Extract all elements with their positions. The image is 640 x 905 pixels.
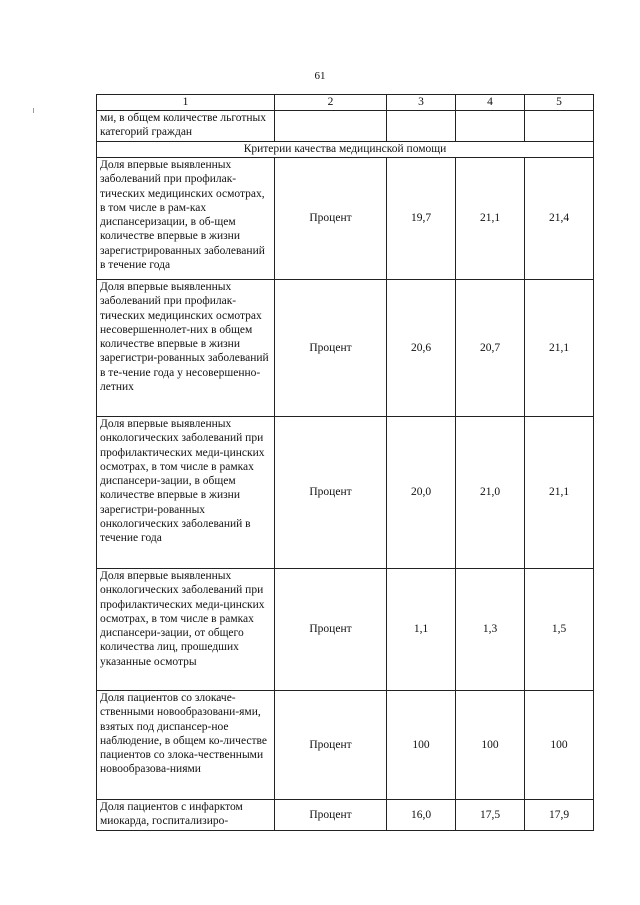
table-row <box>97 569 594 691</box>
value-cell: 17,9 <box>525 800 594 831</box>
value-cell: 100 <box>387 691 456 800</box>
indicator-name: Доля впервые выявленных онкологических заболеваний при профилактических меди-цинских осмотрах, в том числе в рамках диспансери-зации, в общем количестве впервые в жизни зарегистри-рованных онкологических заболеваний в течение года <box>97 417 275 569</box>
header-cell-5: 5 <box>525 95 594 111</box>
continuation-empty-cell <box>456 111 525 142</box>
unit-cell: Процент <box>275 158 387 280</box>
value-cell: 1,3 <box>456 569 525 691</box>
continuation-empty-cell <box>525 111 594 142</box>
margin-mark <box>33 108 34 113</box>
value-cell: 21,1 <box>525 417 594 569</box>
value-cell: 100 <box>456 691 525 800</box>
table-row <box>97 800 594 831</box>
value-cell: 21,0 <box>456 417 525 569</box>
indicator-name: Доля пациентов со злокаче-ственными новообразовани-ями, взятых под диспансер-ное наблюдение, в общем ко-личестве пациентов со злока-чественными новообразова-ниями <box>97 691 275 800</box>
quality-criteria-table <box>96 94 594 831</box>
continuation-empty-cell <box>275 111 387 142</box>
header-cell-1: 1 <box>97 95 275 111</box>
value-cell: 20,0 <box>387 417 456 569</box>
indicator-name: Доля впервые выявленных заболеваний при профилак-тических медицинских осмотрах, в том числе в рам-ках диспансеризации, в об-щем количестве впервые в жизни зарегистрированных заболеваний в течение года <box>97 158 275 280</box>
value-cell: 17,5 <box>456 800 525 831</box>
value-cell: 100 <box>525 691 594 800</box>
header-cell-4: 4 <box>456 95 525 111</box>
unit-cell: Процент <box>275 569 387 691</box>
unit-cell: Процент <box>275 800 387 831</box>
value-cell: 1,1 <box>387 569 456 691</box>
value-cell: 19,7 <box>387 158 456 280</box>
header-row <box>97 95 594 111</box>
table-row <box>97 280 594 417</box>
continuation-row <box>97 111 594 142</box>
value-cell: 21,4 <box>525 158 594 280</box>
unit-cell: Процент <box>275 417 387 569</box>
value-cell: 16,0 <box>387 800 456 831</box>
page-number: 61 <box>314 70 326 82</box>
continuation-cell: ми, в общем количестве льготных категорий граждан <box>97 111 275 142</box>
value-cell: 21,1 <box>456 158 525 280</box>
indicator-name: Доля впервые выявленных заболеваний при профилак-тических медицинских осмотрах несовершеннолет-них в общем количестве впервые в жизни зарегистри-рованных заболеваний в те-чение года у несовершенно-летних <box>97 280 275 417</box>
section-row <box>97 142 594 158</box>
header-cell-2: 2 <box>275 95 387 111</box>
value-cell: 20,7 <box>456 280 525 417</box>
continuation-empty-cell <box>387 111 456 142</box>
unit-cell: Процент <box>275 691 387 800</box>
table-row <box>97 691 594 800</box>
table-row <box>97 417 594 569</box>
value-cell: 20,6 <box>387 280 456 417</box>
section-title: Критерии качества медицинской помощи <box>97 142 594 158</box>
unit-cell: Процент <box>275 280 387 417</box>
value-cell: 21,1 <box>525 280 594 417</box>
indicator-name: Доля впервые выявленных онкологических заболеваний при профилактических меди-цинских осмотрах, в том числе в рамках диспансери-зации, от общего количества лиц, прошедших указанные осмотры <box>97 569 275 691</box>
indicator-name: Доля пациентов с инфарктом миокарда, госпитализиро- <box>97 800 275 831</box>
table-row <box>97 158 594 280</box>
header-cell-3: 3 <box>387 95 456 111</box>
value-cell: 1,5 <box>525 569 594 691</box>
